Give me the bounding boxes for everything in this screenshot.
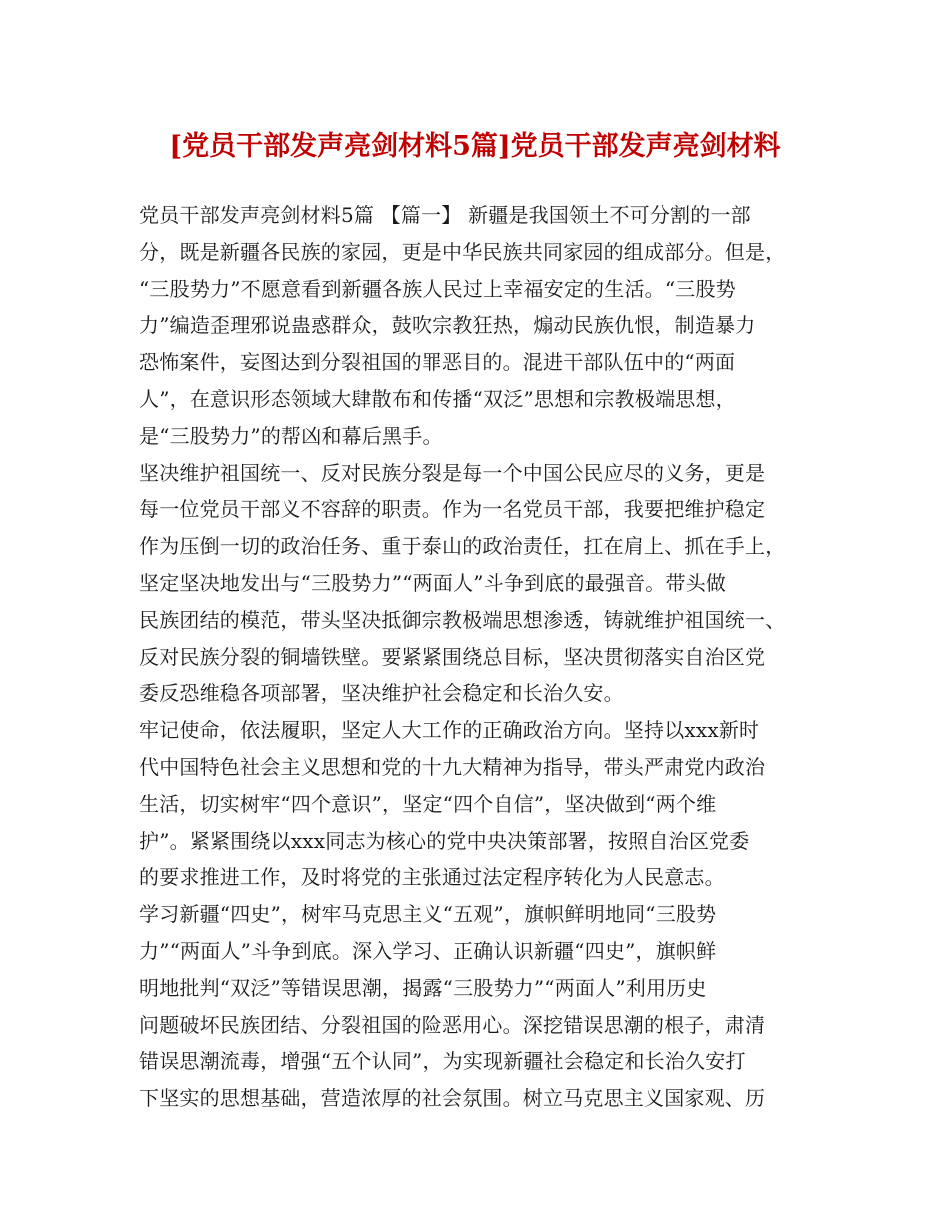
body-line: 是“三股势力”的帮凶和幕后黑手。: [139, 423, 443, 448]
body-line: 明地批判“双泛”等错误思潮，揭露“三股势力”“两面人”利用历史: [139, 975, 707, 1000]
body-line: 力”“两面人”斗争到底。深入学习、正确认识新疆“四史”，旗帜鲜: [139, 938, 717, 963]
body-line: 反对民族分裂的铜墙铁壁。要紧紧围绕总目标，坚决贯彻落实自治区党: [139, 644, 766, 669]
body-line: 恐怖案件，妄图达到分裂祖国的罪恶目的。混进干部队伍中的“两面: [139, 350, 736, 375]
body-line: 学习新疆“四史”，树牢马克思主义“五观”，旗帜鲜明地同“三股势: [139, 902, 717, 927]
body-line: 的要求推进工作，及时将党的主张通过法定程序转化为人民意志。: [139, 865, 725, 890]
body-line: 党员干部发声亮剑材料5篇 【篇一】 新疆是我国领土不可分割的一部: [139, 203, 751, 227]
body-line: 作为压倒一切的政治任务、重于泰山的政治责任，扛在肩上、抓在手上，: [139, 534, 786, 559]
body-line: 护”。紧紧围绕以xxx同志为核心的党中央决策部署，按照自治区党委: [139, 828, 750, 853]
body-line: 牢记使命，依法履职，坚定人大工作的正确政治方向。坚持以xxx新时: [139, 718, 760, 743]
body-line: “三股势力”不愿意看到新疆各族人民过上幸福安定的生活。“三股势: [139, 276, 736, 301]
body-line: 民族团结的模范，带头坚决抵御宗教极端思想渗透，铸就维护祖国统一、: [139, 607, 786, 632]
body-line: 错误思潮流毒，增强“五个认同”，为实现新疆社会稳定和长治久安打: [139, 1049, 746, 1074]
body-line: 问题破坏民族团结、分裂祖国的险恶用心。深挖错误思潮的根子，肃清: [139, 1012, 766, 1037]
body-line: 分，既是新疆各民族的家园，更是中华民族共同家园的组成部分。但是，: [139, 239, 786, 264]
body-line: 代中国特色社会主义思想和党的十九大精神为指导，带头严肃党内政治: [139, 754, 766, 779]
body-line: 每一位党员干部义不容辞的职责。作为一名党员干部，我要把维护稳定: [139, 497, 766, 522]
body-line: 生活，切实树牢“四个意识”，坚定“四个自信”，坚决做到“两个维: [139, 791, 717, 816]
body-line: 下坚实的思想基础，营造浓厚的社会氛围。树立马克思主义国家观、历: [139, 1086, 766, 1111]
document-title: [党员干部发声亮剑材料5篇]党员干部发声亮剑材料: [169, 131, 781, 162]
body-line: 委反恐维稳各项部署，坚决维护社会稳定和长治久安。: [139, 681, 624, 706]
body-line: 坚决维护祖国统一、反对民族分裂是每一个中国公民应尽的义务，更是: [139, 460, 766, 485]
body-line: 坚定坚决地发出与“三股势力”“两面人”斗争到底的最强音。带头做: [139, 570, 727, 595]
body-line: 力”编造歪理邪说蛊惑群众，鼓吹宗教狂热，煽动民族仇恨，制造暴力: [139, 313, 756, 338]
document-body: [139, 197, 829, 1117]
body-line: 人”，在意识形态领域大肆散布和传播“双泛”思想和宗教极端思想，: [139, 386, 736, 411]
